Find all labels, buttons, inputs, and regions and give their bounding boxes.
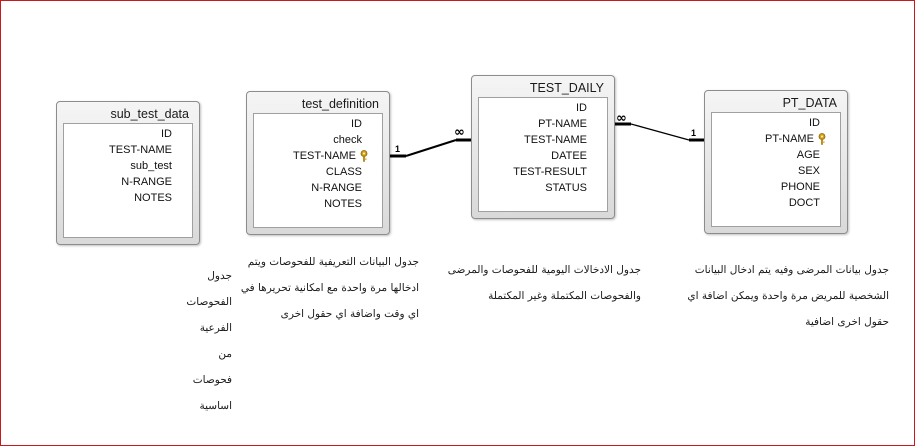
table-title: TEST_DAILY [529, 81, 604, 95]
field-doct[interactable]: DOCT [788, 197, 820, 209]
relationship-many-label: ∞ [616, 111, 627, 126]
field-id[interactable]: ID [351, 118, 362, 130]
relationship-line [406, 140, 456, 156]
field-test-name[interactable]: TEST-NAME [109, 144, 172, 156]
table-title: sub_test_data [110, 107, 189, 121]
field-status[interactable]: STATUS [545, 182, 587, 194]
caption-sub-test-data: جدول الفحوصات الفرعية من فحوصات اساسية [186, 270, 232, 412]
field-test-result[interactable]: TEST-RESULT [513, 166, 587, 178]
caption-pt-data: جدول بيانات المرضى وفيه يتم ادخال البيانات الشخصية للمريض مرة واحدة ويمكن اضافة اي حقول اخرى اضافية [687, 264, 889, 328]
field-n-range[interactable]: N-RANGE [121, 176, 172, 188]
field-phone[interactable]: PHONE [780, 181, 820, 193]
table-title: test_definition [301, 97, 379, 111]
relationship-test-definition-test-daily[interactable] [390, 125, 471, 156]
caption-test-daily: جدول الادخالات اليومية للفحوصات والمرضى والفحوصات المكتملة وغير المكتملة [447, 264, 641, 302]
relationship-many-label: ∞ [454, 125, 465, 140]
field-id[interactable]: ID [809, 117, 820, 129]
field-id[interactable]: ID [161, 128, 172, 140]
field-id[interactable]: ID [576, 102, 587, 114]
field-n-range[interactable]: N-RANGE [311, 182, 362, 194]
field-notes[interactable]: NOTES [324, 198, 362, 210]
caption-test-definition: جدول البيانات التعريفية للفحوصات ويتم ادخالها مرة واحدة مع امكانية تحريرها في اي وقت واضافة اي حقول اخرى [240, 256, 419, 320]
field-sex[interactable]: SEX [797, 165, 820, 177]
relationship-one-label: 1 [395, 144, 401, 154]
field-datee[interactable]: DATEE [551, 150, 587, 162]
field-test-name[interactable]: TEST-NAME [524, 134, 587, 146]
field-sub-test[interactable]: sub_test [130, 160, 172, 172]
table-title: PT_DATA [782, 96, 837, 110]
field-pt-name[interactable]: PT-NAME [538, 118, 587, 130]
field-age[interactable]: AGE [796, 149, 820, 161]
relationship-one-label: 1 [691, 128, 697, 138]
relationship-pt-data-test-daily[interactable] [615, 111, 704, 140]
field-label: TEST-NAME [292, 150, 356, 162]
relationship-lines [1, 1, 914, 445]
field-check[interactable]: check [333, 134, 362, 146]
field-class[interactable]: CLASS [325, 166, 362, 178]
field-notes[interactable]: NOTES [134, 192, 172, 204]
field-label: PT-NAME [765, 133, 814, 145]
relationship-line [631, 124, 689, 140]
